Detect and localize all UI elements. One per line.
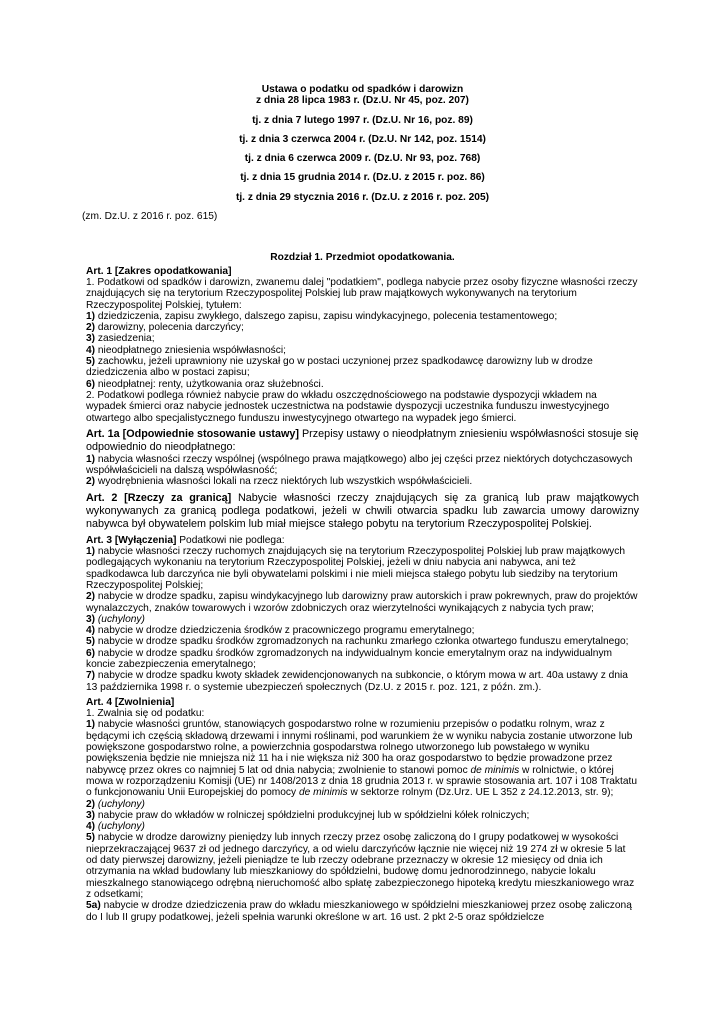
version-line: tj. z dnia 7 lutego 1997 r. (Dz.U. Nr 16, poz. 89) — [252, 114, 473, 126]
version-line: tj. z dnia 3 czerwca 2004 r. (Dz.U. Nr 142, poz. 1514) — [239, 133, 486, 145]
article-title: Art. 1a [Odpowiednie stosowanie ustawy] — [86, 427, 299, 440]
list-item: 4) nabycie w drodze dziedziczenia środków z pracowniczego programu emerytalnego; — [86, 625, 475, 637]
article-paragraph: 1. Podatkowi od spadków i darowizn, zwanemu dalej "podatkiem", podlega nabycie przez osoby fizyczne własności rzeczy znajdujących się na terytorium Rzeczypospolitej Polskiej lub praw majątkowych wykonywanych na terytorium Rzeczypospolitej Polskiej, tytułem: — [86, 276, 638, 311]
article-block: Art. 1a [Odpowiednie stosowanie ustawy] Przepisy ustawy o nieodpłatnym zniesieniu współwłasności stosuje się odpowiednio do nieodpłatnego: — [86, 427, 639, 453]
article-title: Art. 3 [Wyłączenia] — [86, 534, 177, 546]
act-date: z dnia 28 lipca 1983 r. (Dz.U. Nr 45, poz. 207) — [256, 95, 469, 107]
article-title: Art. 1 [Zakres opodatkowania] — [86, 265, 232, 277]
list-item: 1) nabycie własności gruntów, stanowiących gospodarstwo rolne w rozumieniu przepisów o podatku rolnym, wraz z będącymi ich częścią składową drzewami i innymi roślinami, pod warunkiem że w wyniku nabycia zostanie utworzone lub powiększone gospodarstwo rolne, a powierzchnia gospodarstwa rolnego utworzonego lub powstałego w wyniku powiększenia będzie nie mniejsza niż 11 ha i nie większa niż 300 ha oraz gospodarstwo to będzie prowadzone przez nabywcę przez okres co najmniej 5 lat od dnia nabycia; zwolnienie to stanowi pomoc de minimis w rolnictwie, o której mowa w rozporządzeniu Komisji (UE) nr 1408/2013 z dnia 18 grudnia 2013 r. w sprawie stosowania art. 107 i 108 Traktatu o funkcjonowaniu Unii Europejskiej do pomocy de minimis w sektorze rolnym (Dz.Urz. UE L 352 z 24.12.2013, str. 9); — [86, 719, 637, 799]
article-title: Art. 2 [Rzeczy za granicą] — [86, 491, 232, 504]
list-item: 2) wyodrębnienia własności lokali na rzecz niektórych lub wszystkich współwłaścicieli. — [86, 476, 473, 488]
list-item: 2) darowizny, polecenia darczyńcy; — [86, 322, 244, 334]
article-paragraph: 2. Podatkowi podlega również nabycie praw do wkładu oszczędnościowego na podstawie dyspozycji wkładem na wypadek śmierci oraz nabycie jednostek uczestnictwa na podstawie dyspozycji uczestnika funduszu inwestycyjnego otwartego albo specjalistycznego funduszu inwestycyjnego otwartego na wypadek jego śmierci. — [86, 389, 610, 424]
list-item: 5) nabycie w drodze darowizny pieniędzy lub innych rzeczy przez osobę zaliczoną do I grupy podatkowej w wysokości nieprzekraczającej 9637 zł od jednego darczyńcy, a od wielu darczyńców łącznie nie więcej niż 19 274 zł w okresie 5 lat od daty pierwszej darowizny, jeżeli pieniądze te lub rzeczy odebrane przeznaczy w okresie 12 miesięcy od dnia ich otrzymania na wkład budowlany lub mieszkaniowy do spółdzielni, budowę domu jednorodzinnego, nabycie lokalu mieszkalnego stanowiącego odrębną nieruchomość albo spłatę zabezpieczonego hipoteką kredytu mieszkaniowego wraz z odsetkami; — [86, 832, 635, 900]
list-item: 6) nabycie w drodze spadku środków zgromadzonych na indywidualnym koncie emerytalnym oraz na indywidualnym koncie zabezpieczenia emerytalnego; — [86, 647, 613, 670]
article-block: Art. 3 [Wyłączenia] Podatkowi nie podlega: — [86, 534, 285, 546]
version-line: tj. z dnia 6 czerwca 2009 r. (Dz.U. Nr 93, poz. 768) — [244, 153, 481, 165]
chapter-title: Rozdział 1. Przedmiot opodatkowania. — [270, 252, 455, 264]
list-item: 4) (uchylony) — [86, 821, 145, 833]
version-line: tj. z dnia 29 stycznia 2016 r. (Dz.U. z 2016 r. poz. 205) — [235, 191, 490, 203]
version-line: tj. z dnia 15 grudnia 2014 r. (Dz.U. z 2015 r. poz. 86) — [240, 172, 485, 184]
amendment-note: (zm. Dz.U. z 2016 r. poz. 615) — [82, 211, 218, 223]
list-item: 1) nabycia własności rzeczy wspólnej (wspólnego prawa majątkowego) albo jej części przez niektórych dotychczasowych współwłaścicieli na dalszą współwłasność; — [86, 453, 633, 477]
article-title: Art. 4 [Zwolnienia] — [86, 696, 175, 708]
document-page — [82, 84, 639, 923]
article-block: Art. 2 [Rzeczy za granicą] Nabycie własności rzeczy znajdujących się za granicą lub praw majątkowych wykonywanych za granicą podlega podatkowi, jeżeli w chwili otwarcia spadku lub zawarcia umowy darowizny nabywca był obywatelem polskim lub miał miejsce stałego pobytu na terytorium Rzeczypospolitej Polskiej. — [86, 491, 639, 530]
list-item: 3) (uchylony) — [86, 613, 145, 625]
act-title: Ustawa o podatku od spadków i darowizn — [261, 84, 464, 95]
list-item: 5) zachowku, jeżeli uprawniony nie uzyskał go w postaci uczynionej przez spadkodawcę darowizny lub w drodze dziedziczenia albo w postaci zapisu; — [86, 356, 593, 379]
list-item: 7) nabycie w drodze spadku kwoty składek zewidencjonowanych na subkoncie, o którym mowa w art. 40a ustawy z dnia 13 października 1998 r. o systemie ubezpieczeń społecznych (Dz.U. z 2015 r. poz. 121, z późn. zm.). — [86, 670, 628, 693]
list-item: 2) (uchylony) — [86, 798, 145, 810]
list-item: 3) nabycie praw do wkładów w rolniczej spółdzielni produkcyjnej lub w spółdzielni kółek rolniczych; — [86, 809, 530, 821]
list-item: 2) nabycie w drodze spadku, zapisu windykacyjnego lub darowizny praw autorskich i praw pokrewnych, praw do projektów wynalazczych, znaków towarowych i wzorów zdobniczych oraz wierzytelności wynikających z nabycia tych praw; — [86, 591, 638, 614]
list-item: 1) dziedziczenia, zapisu zwykłego, dalszego zapisu, zapisu windykacyjnego, polecenia testamentowego; — [86, 310, 558, 322]
list-item: 6) nieodpłatnej: renty, użytkowania oraz służebności. — [86, 378, 324, 390]
list-item: 1) nabycie własności rzeczy ruchomych znajdujących się na terytorium Rzeczypospolitej Polskiej lub praw majątkowych podlegających wykonaniu na terytorium Rzeczypospolitej Polskiej, jeżeli w dniu nabycia ani nabywca, ani też spadkodawca lub darczyńca nie byli obywatelami polskimi i nie mieli miejsca stałego pobytu lub siedziby na terytorium Rzeczypospolitej Polskiej; — [86, 546, 626, 591]
list-item: 5a) nabycie w drodze dziedziczenia praw do wkładu mieszkaniowego w spółdzielni mieszkaniowej przez osobę zaliczoną do I lub II grupy podatkowej, jeżeli spełnia warunki określone w art. 16 ust. 2 pkt 2-5 oraz spółdzielcze — [86, 900, 632, 923]
document-header — [86, 84, 639, 203]
list-item: 5) nabycie w drodze spadku środków zgromadzonych na rachunku zmarłego członka otwartego funduszu emerytalnego; — [86, 636, 629, 648]
list-item: 4) nieodpłatnego zniesienia współwłasności; — [86, 344, 286, 356]
list-item: 3) zasiedzenia; — [86, 333, 155, 345]
article-paragraph: 1. Zwalnia się od podatku: — [86, 708, 205, 720]
